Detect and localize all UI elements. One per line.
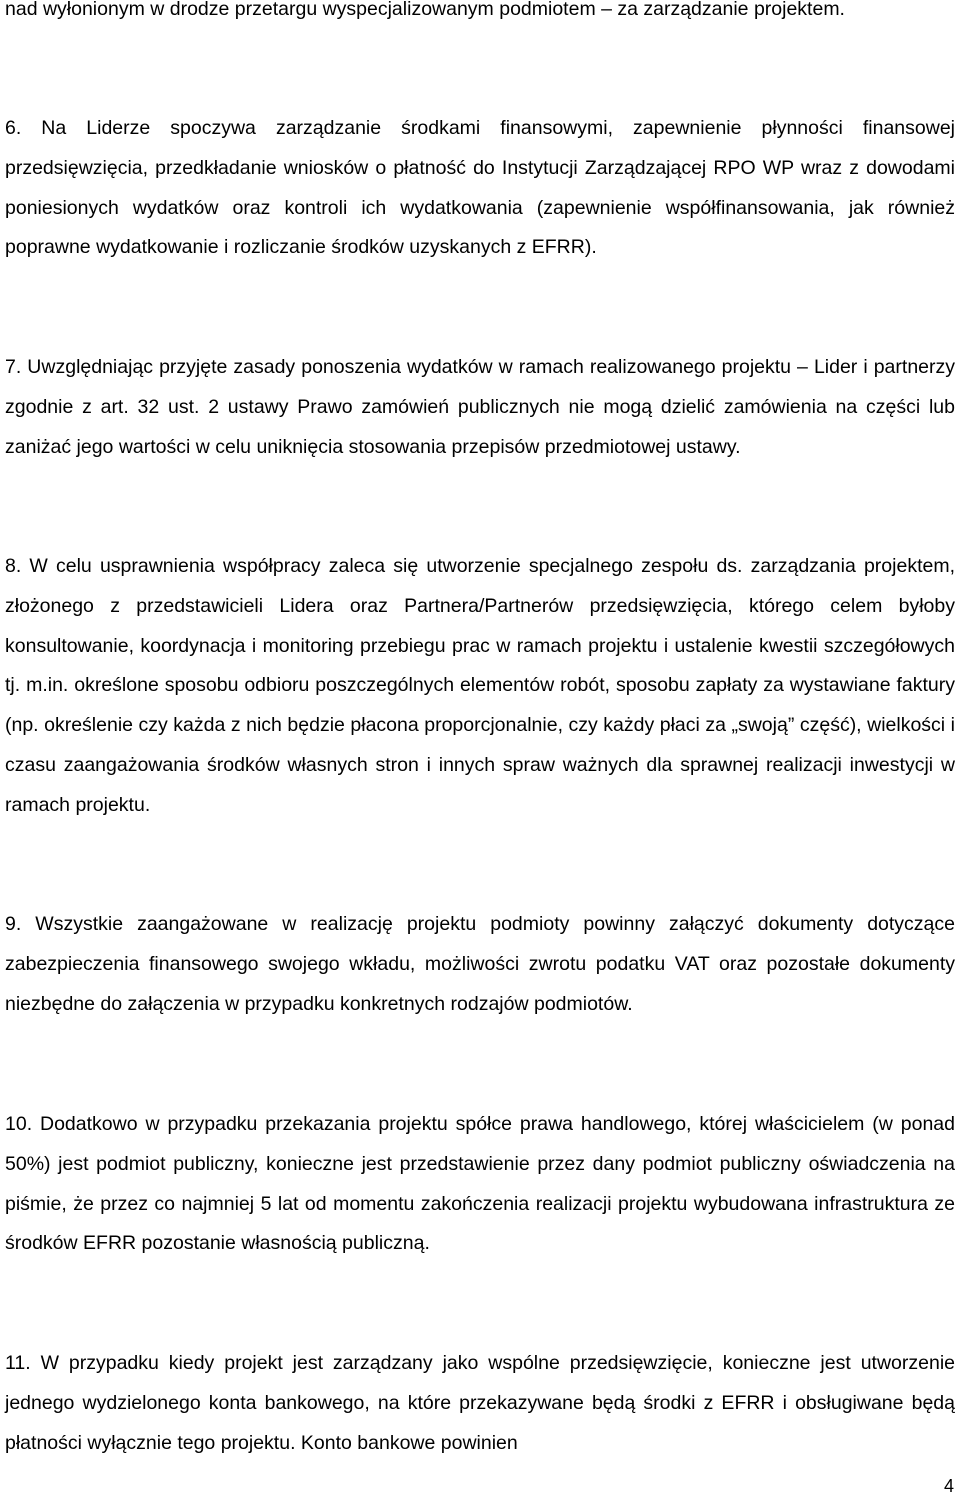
paragraph-6: 6. Na Liderze spoczywa zarządzanie środkami finansowymi, zapewnienie płynności finansowej przedsięwzięcia, przedkładanie wniosków o płatność do Instytucji Zarządzającej RPO WP wraz z dowodami poniesionych wydatków oraz kontroli ich wydatkowania (zapewnienie współfinansowania, jak również poprawne wydatkowanie i rozliczanie środków uzyskanych z EFRR). bbox=[5, 117, 955, 259]
paragraph-10: 10. Dodatkowo w przypadku przekazania projektu spółce prawa handlowego, której właścicielem (w ponad 50%) jest podmiot publiczny, konieczne jest przedstawienie przez dany podmiot publiczny oświadczenia na piśmie, że przez co najmniej 5 lat od momentu zakończenia realizacji projektu wybudowana infrastruktura ze środków EFRR pozostanie własnością publiczną. bbox=[5, 1113, 955, 1255]
paragraph-8: 8. W celu usprawnienia współpracy zaleca się utworzenie specjalnego zespołu ds. zarządzania projektem, złożonego z przedstawicieli Lidera oraz Partnera/Partnerów przedsięwzięcia, którego celem byłoby konsultowanie, koordynacja i monitoring przebiegu prac w ramach projektu i ustalenie kwestii szczegółowych tj. m.in. określone sposobu odbioru poszczególnych elementów robót, sposobu zapłaty za wystawiane faktury (np. określenie czy każda z nich będzie płacona proporcjonalnie, czy każdy płaci za „swoją” część), wielkości i czasu zaangażowania środków własnych stron i innych spraw ważnych dla sprawnej realizacji inwestycji w ramach projektu. bbox=[5, 555, 955, 816]
paragraph-7: 7. Uwzględniając przyjęte zasady ponoszenia wydatków w ramach realizowanego projektu – Lider i partnerzy zgodnie z art. 32 ust. 2 ustawy Prawo zamówień publicznych nie mogą dzielić zamówienia na części lub zaniżać jego wartości w celu uniknięcia stosowania przepisów przedmiotowej ustawy. bbox=[5, 356, 955, 458]
page-number: 4 bbox=[943, 1476, 954, 1496]
paragraph-9: 9. Wszystkie zaangażowane w realizację projektu podmioty powinny załączyć dokumenty dotyczące zabezpieczenia finansowego swojego wkładu, możliwości zwrotu podatku VAT oraz pozostałe dokumenty niezbędne do załączenia w przypadku konkretnych rodzajów podmiotów. bbox=[5, 913, 955, 1015]
paragraph-5-continuation: nad wyłonionym w drodze przetargu wyspecjalizowanym podmiotem – za zarządzanie projektem. bbox=[5, 0, 845, 20]
paragraph-11: 11. W przypadku kiedy projekt jest zarządzany jako wspólne przedsięwzięcie, konieczne jest utworzenie jednego wydzielonego konta bankowego, na które przekazywane będą środki z EFRR i obsługiwane będą płatności wyłącznie tego projektu. Konto bankowe powinien bbox=[5, 1352, 955, 1454]
